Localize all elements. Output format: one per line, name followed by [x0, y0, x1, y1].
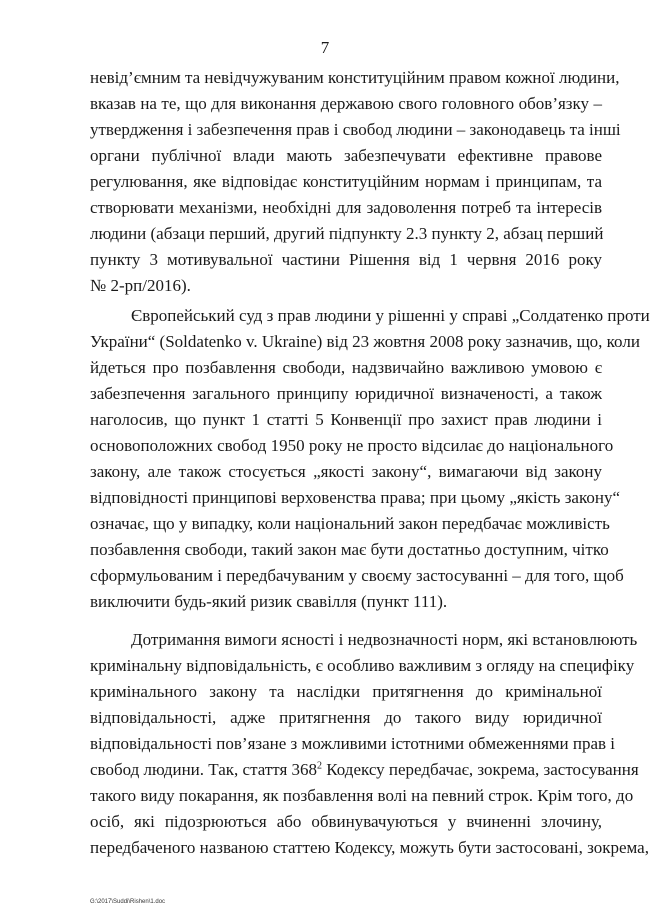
text-line: основоположних свобод 1950 року не просто відсилає до національного [90, 436, 614, 455]
text-line: забезпечення загального принципу юридичної визначеності, а також [90, 384, 602, 403]
text-line: № 2-рп/2016). [90, 276, 191, 295]
text-segment: Кодексу передбачає, зокрема, застосування [322, 760, 639, 779]
text-line: такого виду покарання, як позбавлення волі на певний строк. Крім того, до [90, 786, 634, 805]
text-line: осіб, які підозрюються або обвинувачуються у вчиненні злочину, [90, 812, 602, 831]
text-segment: свобод людини. Так, стаття 368 [90, 760, 318, 779]
text-line: України“ (Soldatenko v. Ukraine) від 23 жовтня 2008 року зазначив, що, коли [90, 332, 640, 351]
text-line: органи публічної влади мають забезпечувати ефективне правове [90, 146, 602, 165]
text-line: виключити будь-який ризик свавілля (пункт 111). [90, 592, 448, 611]
text-line: відповідальності пов’язане з можливими істотними обмеженнями прав і [90, 734, 616, 753]
paragraph-first-line: Дотримання вимоги ясності і недвозначності норм, які встановлюють [131, 630, 638, 649]
text-line: відповідності принципові верховенства права; при цьому „якість закону“ [90, 488, 620, 507]
text-line: пункту 3 мотивувальної частини Рішення від 1 червня 2016 року [90, 250, 602, 269]
text-line: утвердження і забезпечення прав і свобод людини – законодавець та інші [90, 120, 621, 139]
text-line: означає, що у випадку, коли національний закон передбачає можливість [90, 514, 610, 533]
text-line: створювати механізми, необхідні для задоволення потреб та інтересів [90, 198, 602, 217]
article-superscript: 2 [317, 760, 323, 772]
text-line: позбавлення свободи, такий закон має бути достатньо доступним, чітко [90, 540, 609, 559]
text-line: йдеться про позбавлення свободи, надзвичайно важливою умовою є [90, 358, 602, 377]
text-line: кримінального закону та наслідки притягнення до кримінальної [90, 682, 602, 701]
text-line: сформульованим і передбачуваним у своєму застосуванні – для того, щоб [90, 566, 624, 585]
text-line: відповідальності, адже притягнення до такого виду юридичної [90, 708, 602, 727]
text-line: невід’ємним та невідчужуваним конституційним правом кожної людини, [90, 68, 620, 87]
text-line: передбаченого названою статтею Кодексу, можуть бути застосовані, зокрема, [90, 838, 649, 857]
text-line: людини (абзаци перший, другий підпункту 2.3 пункту 2, абзац перший [90, 224, 604, 243]
text-line: наголосив, що пункт 1 статті 5 Конвенції про захист прав людини і [90, 410, 602, 429]
text-line: закону, але також стосується „якості закону“, вимагаючи від закону [90, 462, 602, 481]
paragraph-first-line: Європейський суд з прав людини у рішенні у справі „Солдатенко проти [131, 306, 650, 325]
text-line: вказав на те, що для виконання державою свого головного обов’язку – [90, 94, 602, 113]
text-line: регулювання, яке відповідає конституційним нормам і принципам, та [90, 172, 602, 191]
text-line: кримінальну відповідальність, є особливо важливим з огляду на специфіку [90, 656, 635, 675]
file-path-footer: G:\2017\Suddi\Rishen\1.doc [90, 899, 166, 905]
text-line [90, 760, 639, 780]
page-number: 7 [320, 38, 330, 57]
